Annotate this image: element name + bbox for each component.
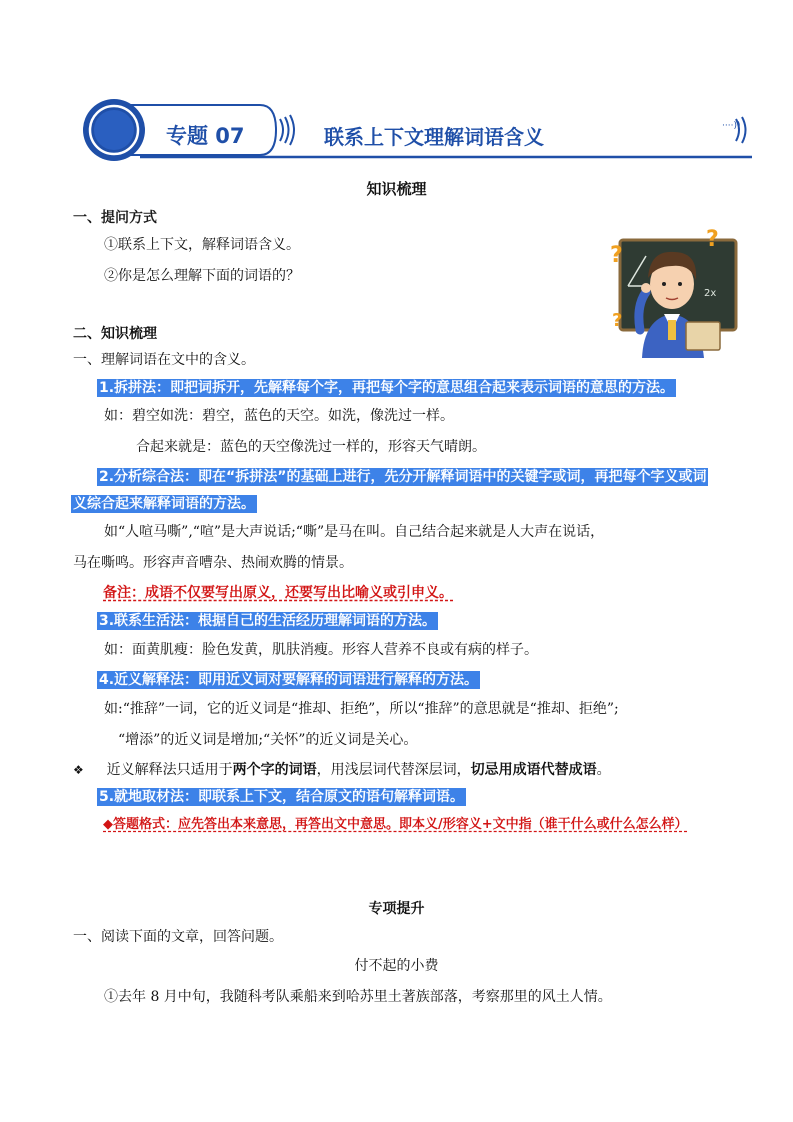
method-5-highlight	[97, 787, 466, 807]
tip-line	[73, 760, 611, 780]
method-5-text: 5.就地取材法：即联系上下文，结合原文的语句解释词语。	[99, 789, 465, 805]
tip-bullet-icon: ❖	[73, 763, 84, 777]
part2-intro: 一、理解词语在文中的含义。	[73, 352, 255, 368]
page-title: 联系上下文理解词语含义	[324, 125, 544, 149]
answer-format-text: ◆答题格式：应先答出本来意思，再答出文中意思。即本义/形容义+文中指（谁干什么或什么怎么样）	[103, 817, 688, 832]
part2-heading: 二、知识梳理	[73, 326, 157, 342]
method-1-example-1: 如：碧空如洗：碧空，蓝色的天空。如洗，像洗过一样。	[104, 408, 454, 424]
tip-text-c: ，用浅层词代替深层词，	[316, 762, 471, 778]
list-item: ②你是怎么理解下面的词语的？	[104, 268, 300, 284]
answer-format	[103, 815, 688, 835]
method-2-example-2: 马在嘶鸣。形容声音嘈杂、热闹欢腾的情景。	[73, 555, 353, 571]
method-2-example-1: 如“人喧马嘶”,“喧”是大声说话;“嘶”是马在叫。自己结合起来就是人大声在说话，	[104, 524, 605, 540]
method-1-highlight	[97, 378, 676, 398]
method-4-highlight	[97, 670, 480, 690]
method-4-text: 4.近义解释法：即用近义词对要解释的词语进行解释的方法。	[99, 672, 479, 688]
method-2-highlight-b	[71, 494, 257, 514]
tip-text-e: 。	[596, 762, 611, 778]
svg-text:?: ?	[706, 227, 719, 252]
topic-badge: 专题 07	[166, 124, 245, 148]
method-2-highlight-a	[97, 467, 708, 487]
idiom-note-text: 备注：成语不仅要写出原义，还要写出比喻义或引申义。	[103, 585, 453, 601]
idiom-note	[103, 583, 453, 603]
svg-text:?: ?	[610, 243, 623, 268]
tip-text-a: 近义解释法只适用于	[106, 762, 233, 778]
method-2-text-b: 义综合起来解释词语的方法。	[73, 496, 255, 512]
section-heading-practice: 专项提升	[368, 901, 425, 917]
tip-text-b: 两个字的词语	[232, 762, 317, 778]
teacher-illustration	[606, 226, 738, 358]
header-right-mark: ····))	[722, 121, 741, 131]
article-title: 付不起的小费	[354, 958, 439, 974]
svg-text:?: ?	[612, 310, 623, 331]
teacher-illustration-image	[606, 226, 738, 358]
article-paragraph-1: ①去年 8 月中旬，我随科考队乘船来到哈苏里土著族部落，考察那里的风土人情。	[104, 989, 612, 1005]
method-3-example: 如：面黄肌瘦：脸色发黄，肌肤消瘦。形容人营养不良或有病的样子。	[104, 642, 538, 658]
method-1-example-2: 合起来就是：蓝色的天空像洗过一样的，形容天气晴朗。	[136, 439, 486, 455]
method-4-example-2: “增添”的近义词是增加;“关怀”的近义词是关心。	[118, 732, 418, 748]
question-heading: 一、阅读下面的文章，回答问题。	[73, 929, 283, 945]
method-1-text: 1.拆拼法：即把词拆开，先解释每个字，再把每个字的意思组合起来表示词语的意思的方法。	[99, 380, 675, 396]
section-heading-knowledge: 知识梳理	[366, 180, 427, 198]
part1-heading: 一、提问方式	[73, 210, 157, 226]
svg-text:2x: 2x	[704, 288, 717, 299]
tip-text-d: 切忌用成语代替成语	[470, 762, 597, 778]
method-4-example-1: 如:“推辞”一词，它的近义词是“推却、拒绝”，所以“推辞”的意思就是“推却、拒绝”;	[104, 701, 619, 717]
header-banner	[80, 97, 760, 163]
list-item: ①联系上下文，解释词语含义。	[104, 237, 300, 253]
method-3-highlight	[97, 611, 438, 631]
method-3-text: 3.联系生活法：根据自己的生活经历理解词语的方法。	[99, 613, 437, 629]
method-2-text-a: 2.分析综合法：即在“拆拼法”的基础上进行，先分开解释词语中的关键字或词，再把每个字义或词	[99, 469, 707, 485]
